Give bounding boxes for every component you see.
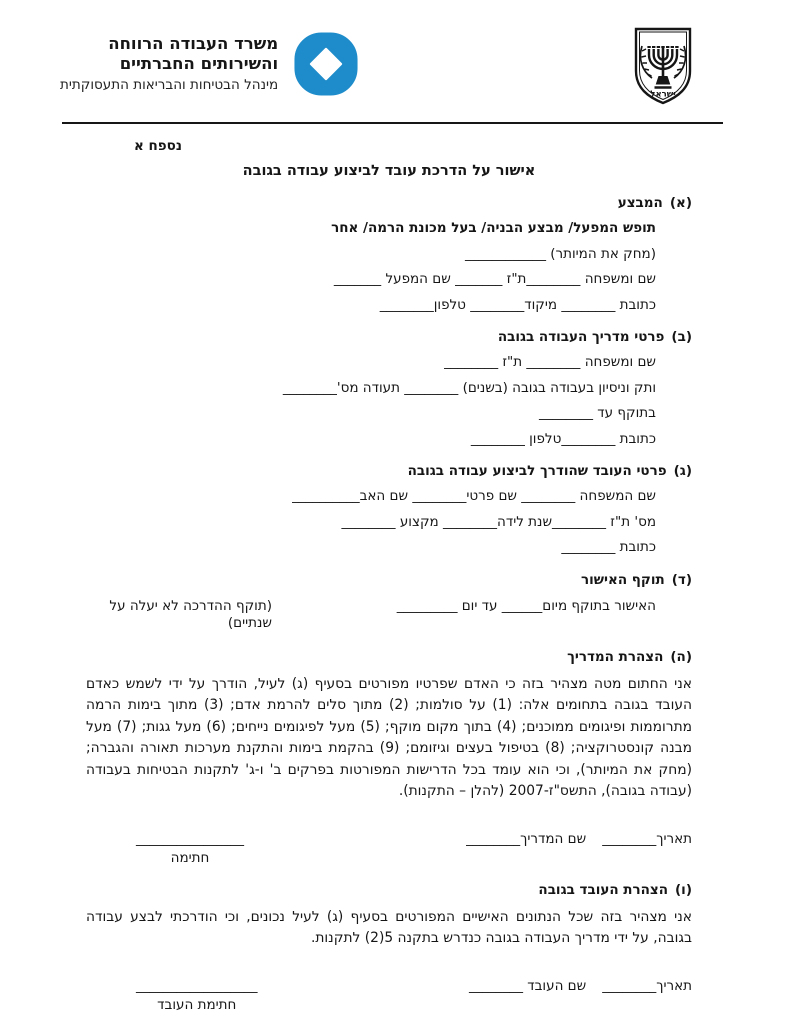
- worker-signature-block: [136, 978, 258, 1013]
- section-f-title: הצהרת העובד בגובה: [538, 881, 669, 898]
- emblem-label: ישראל: [650, 89, 676, 100]
- instructor-date-line: תאריך________: [602, 830, 692, 847]
- section-b-content: [86, 355, 692, 447]
- form-body: [0, 124, 791, 1013]
- section-b-title: פרטי מדריך העבודה בגובה: [497, 329, 665, 346]
- instructor-name-line: שם המדריך________: [466, 830, 587, 847]
- page-header: [0, 0, 791, 110]
- instructor-name-id-line: שם ומשפחה ________ ת"ז ________: [444, 354, 656, 371]
- section-c-title: פרטי העובד שהודרך לביצוע עבודה בגובה: [407, 463, 667, 480]
- page-title: אישור על הדרכת עובד לביצוע עבודה בגובה: [242, 163, 536, 179]
- validity-note: (תוקף ההדרכה לא יעלה על שנתיים): [109, 597, 272, 632]
- ministry-knot-icon: [288, 26, 364, 102]
- section-c-content: [86, 489, 692, 556]
- performer-name-id-line: שם ומשפחה ________ת"ז _______ שם המפעל _______: [333, 271, 656, 288]
- performer-type-line: תופש המפעל/ מבצע הבניה/ בעל מכונת הרמה/ אחר: [331, 220, 656, 236]
- section-a-content: [86, 221, 692, 313]
- section-a-title: המבצע: [617, 195, 663, 211]
- worker-id-birth-line: מס' ת"ז ________שנת לידה________ מקצוע ________: [341, 513, 656, 530]
- section-a-number: (א): [669, 195, 692, 211]
- worker-name-line: שם המשפחה ________ שם פרטי________ שם האב__________: [292, 488, 656, 505]
- validity-dates-line: האישור בתוקף מיום______ עד יום _________: [396, 597, 656, 614]
- instructor-signature-label: חתימה: [170, 849, 210, 866]
- section-b-heading: [86, 329, 692, 345]
- ministry-name-block: [60, 26, 278, 93]
- worker-name-sig-line: שם העובד ________: [468, 977, 587, 994]
- instructor-experience-line: ותק וניסיון בעבודה בגובה (בשנים) ________ תעודה מס'________: [282, 379, 656, 396]
- israel-emblem-icon: [627, 24, 699, 110]
- instructor-signature-block: [136, 831, 244, 866]
- worker-declaration-text: אני מצהיר בזה שכל הנתונים האישיים המפורטים בסעיף (ג) לעיל נכונים, וכי הודרכתי לבצע עבודה בגובה, על ידי מדריך העבודה בגובה כנדרש בתקנה 5(2) לתקנות.: [86, 908, 692, 947]
- worker-date-line: תאריך________: [602, 977, 692, 994]
- israel-state-emblem: [627, 24, 699, 110]
- section-f-number: (ו): [675, 881, 692, 898]
- ministry-name-line2: והשירותים החברתיים: [119, 54, 279, 74]
- delete-irrelevant-line: (מחק את המיותר) ____________: [464, 245, 656, 262]
- worker-address-line: כתובת ________: [561, 539, 656, 556]
- ministry-logo: [288, 26, 364, 102]
- section-c-heading: [86, 463, 692, 479]
- section-f-heading: [86, 882, 692, 898]
- section-a-heading: [86, 195, 692, 211]
- section-d-heading: [86, 572, 692, 588]
- section-e-title: הצהרת המדריך: [567, 648, 664, 665]
- instructor-signature-line: ________________: [136, 830, 244, 847]
- worker-signature-label: חתימת העובד: [157, 996, 237, 1013]
- instructor-signature-row: [86, 831, 692, 866]
- ministry-identity: [60, 26, 364, 102]
- instructor-declaration-text: אני החתום מטה מצהיר בזה כי האדם שפרטיו מפורטים בסעיף (ג) לעיל, הודרך על ידי לשמש כאדם העובד בגובה בתחומים אלה: (1) על סולמות; (2) מתוך סלים להרמת אדם; (3) מתוך בימות הרמה מתרוממות ופיגומים ממוכנים; (4) בתוך מקום מוקף; (5) מעל לפיגומים נייחים; (6) מעל גגות; (7) מעל מבנה קונסטרוקציה; (8) בטיפול בעצים וגיזומם; (9) בהקמת בימות והתקנת מערכות תאורה והגברה; (מחק את המיותר), וכי הוא עומד בכל הדרישות המפורטות בפרקים ב' ו-ג' לתקנות הבטיחות בעבודה (עבודה בגובה), התשס"ז-2007 (להלן – התקנות).: [86, 675, 693, 800]
- section-c-number: (ג): [673, 463, 692, 480]
- worker-signature-row: [86, 978, 692, 1013]
- instructor-address-line: כתובת ________טלפון ________: [470, 430, 656, 447]
- ministry-name-line1: משרד העבודה הרווחה: [108, 34, 279, 53]
- validity-row: [86, 598, 656, 633]
- ministry-administration-line: מינהל הבטיחות והבריאות התעסוקתית: [60, 77, 279, 94]
- section-b-number: (ב): [671, 329, 692, 346]
- section-d-title: תוקף האישור: [581, 571, 665, 588]
- section-d-content: [86, 598, 692, 633]
- appendix-label: נספח א: [134, 138, 182, 154]
- section-d-number: (ד): [671, 571, 692, 588]
- section-e-number: (ה): [670, 648, 692, 665]
- section-e-heading: [86, 649, 692, 665]
- instructor-valid-until-line: בתוקף עד ________: [539, 405, 656, 422]
- worker-signature-line: __________________: [136, 977, 258, 994]
- performer-address-line: כתובת ________ מיקוד________ טלפון________: [379, 296, 656, 313]
